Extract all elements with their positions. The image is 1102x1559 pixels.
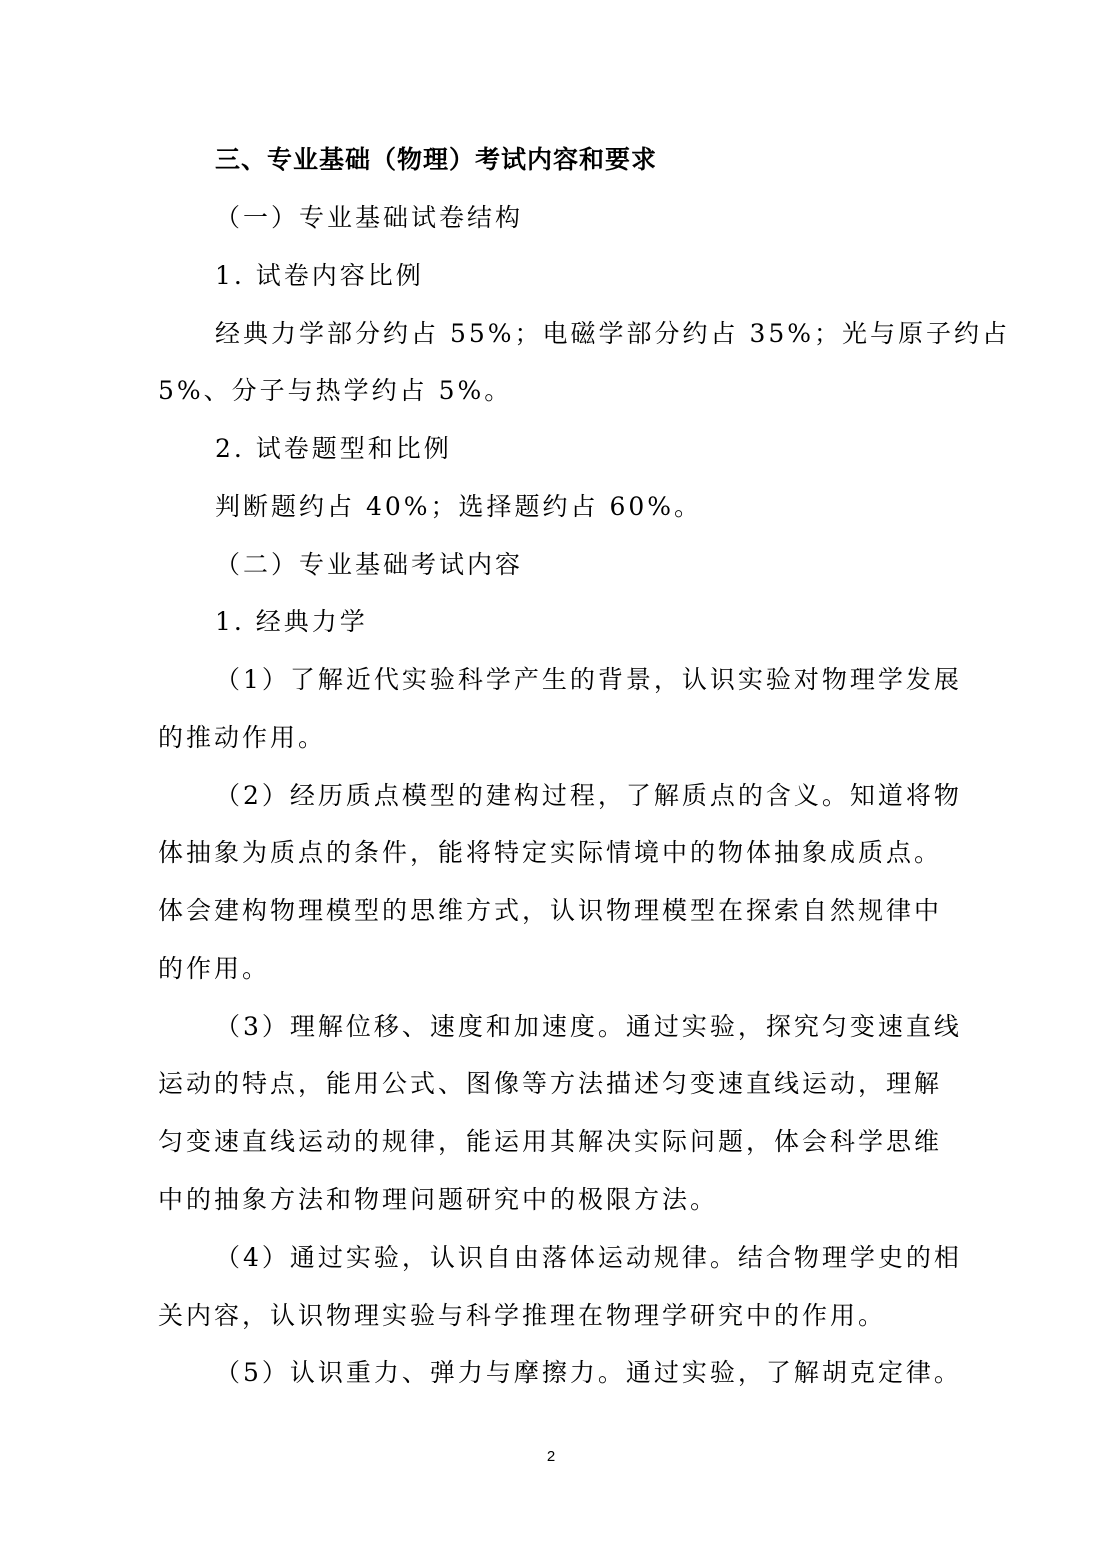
item-heading: 1. 经典力学 (215, 607, 368, 636)
text-line: 体会建构物理模型的思维方式，认识物理模型在探索自然规律中 (158, 896, 943, 925)
text-line: 运动的特点，能用公式、图像等方法描述匀变速直线运动，理解 (158, 1069, 943, 1098)
text-line: （2）经历质点模型的建构过程，了解质点的含义。知道将物 (215, 781, 962, 810)
text-line: （3）理解位移、速度和加速度。通过实验，探究匀变速直线 (215, 1012, 962, 1041)
text-line: 关内容，认识物理实验与科学推理在物理学研究中的作用。 (158, 1301, 887, 1330)
item-heading: 1. 试卷内容比例 (215, 261, 424, 290)
text-line: 的作用。 (158, 954, 271, 983)
item-heading: 2. 试卷题型和比例 (215, 434, 452, 463)
subheading: （一）专业基础试卷结构 (215, 203, 524, 232)
text-line: 的推动作用。 (158, 723, 327, 752)
subheading: （二）专业基础考试内容 (215, 550, 524, 579)
text-line: 中的抽象方法和物理问题研究中的极限方法。 (158, 1185, 719, 1214)
text-line: 判断题约占 40%；选择题约占 60%。 (215, 492, 703, 521)
text-line: （5）认识重力、弹力与摩擦力。通过实验，了解胡克定律。 (215, 1358, 962, 1387)
text-line: 匀变速直线运动的规律，能运用其解决实际问题，体会科学思维 (158, 1127, 943, 1156)
section-heading: 三、专业基础（物理）考试内容和要求 (215, 145, 658, 174)
page-number: 2 (546, 1448, 556, 1465)
text-line: 体抽象为质点的条件，能将特定实际情境中的物体抽象成质点。 (158, 838, 943, 867)
text-line: （1）了解近代实验科学产生的背景，认识实验对物理学发展 (215, 665, 962, 694)
text-line: 5%、分子与热学约占 5%。 (158, 376, 513, 405)
text-line: 经典力学部分约占 55%；电磁学部分约占 35%；光与原子约占 (215, 319, 1011, 348)
text-line: （4）通过实验，认识自由落体运动规律。结合物理学史的相 (215, 1243, 962, 1272)
